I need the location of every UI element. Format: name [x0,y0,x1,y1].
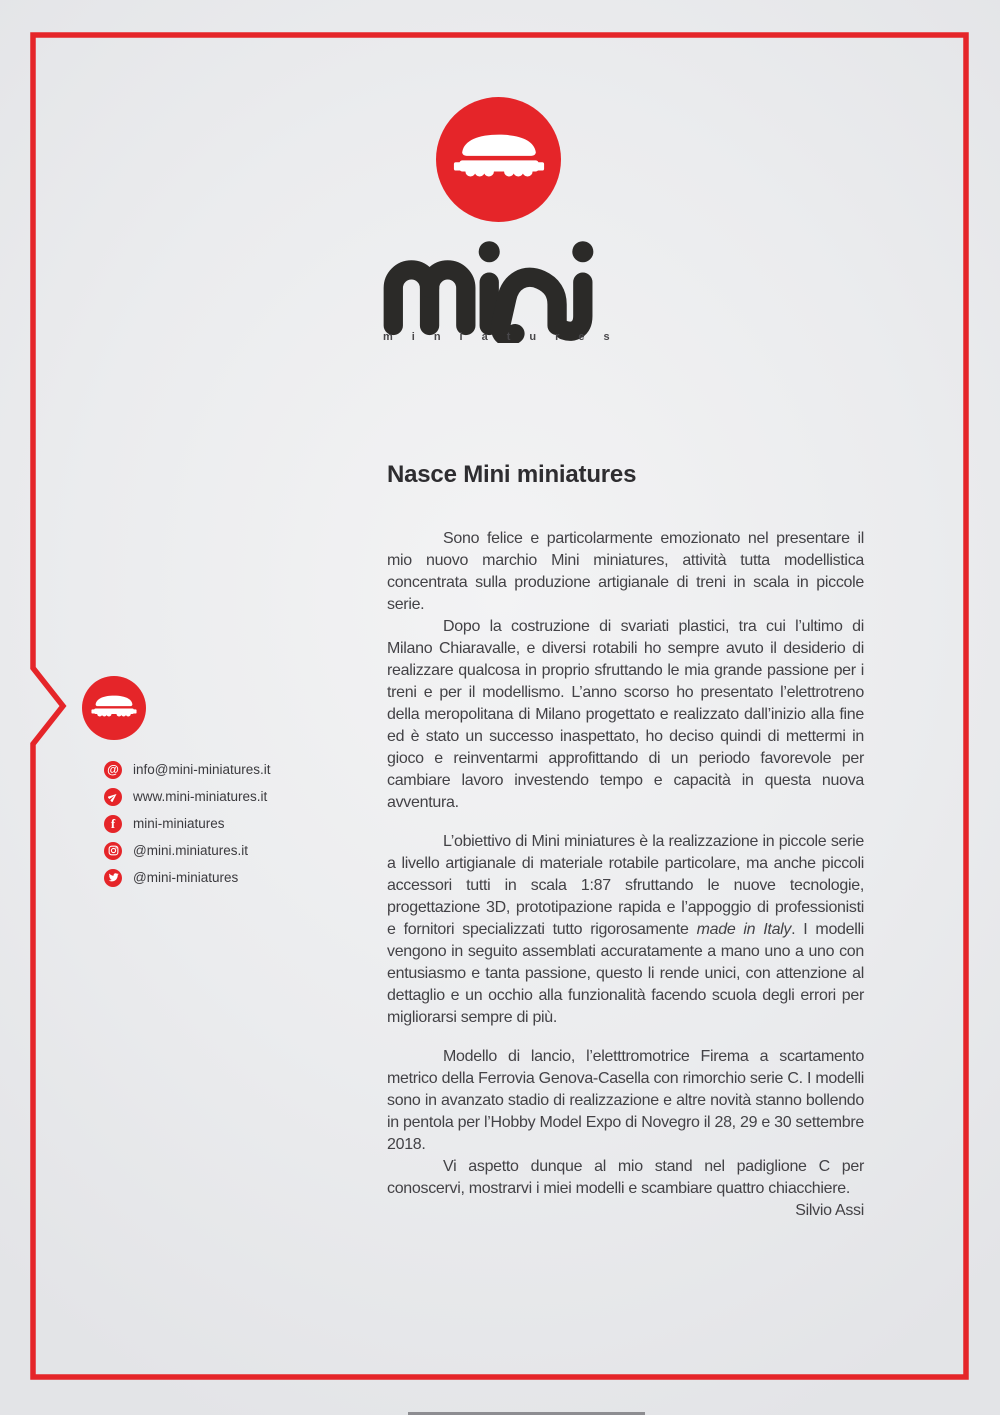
signature: Silvio Assi [795,1202,864,1219]
at-icon: @ [104,761,122,779]
contact-row-website[interactable] [104,783,271,810]
contact-label: mini-miniatures [133,816,225,831]
contact-list [104,756,271,891]
paragraph-5: Vi aspetto dunque al mio stand nel padiglione C per conoscervi, mostrarvi i miei modelli e scambiare quattro chiacchiere. [387,1158,864,1197]
contact-row-twitter[interactable] [104,864,271,891]
paragraph-3 [387,831,864,1029]
instagram-icon [104,842,122,860]
page-title: Nasce Mini miniatures [387,461,637,488]
contact-row-email[interactable] [104,756,271,783]
send-icon [104,788,122,806]
train-wagon-icon [91,693,137,723]
sidebar-brand-badge [82,676,146,740]
facebook-icon: f [104,815,122,833]
paragraph-2: Dopo la costruzione di svariati plastici, tra cui l’ultimo di Milano Chiaravalle, e diversi rotabili ho sempre avuto il desiderio di realizzare qualcosa in proprio sfruttando le mia grande passione per i treni e per il modellismo. L’anno scorso ho presentato l’elettrotreno della meropolitana di Milano progettato e realizzato dall’inizio alla fine ed è stato un successo inaspettato, ho deciso quindi di mettermi in gioco e reinventarmi approfittando di un periodo favorevole per cambiare lavoro investendo tempo e capacità in questa nuova avventura. [387,618,864,811]
contact-label: @mini.miniatures.it [133,843,248,858]
paragraph-4: Modello di lancio, l’eletttromotrice Firema a scartamento metrico della Ferrovia Genova-Casella con rimorchio serie C. I modelli sono in avanzato stadio di realizzazione e altre novità stanno bollendo in pentola per l’Hobby Model Expo di Novegro il 28, 29 e 30 settembre 2018. [387,1048,864,1153]
contact-label: www.mini-miniatures.it [133,789,268,804]
twitter-icon [104,869,122,887]
contact-row-facebook[interactable] [104,810,271,837]
brand-badge [436,97,561,222]
train-wagon-icon [453,130,545,189]
contact-label: @mini-miniatures [133,870,239,885]
contact-row-instagram[interactable] [104,837,271,864]
mini-wordmark [378,226,618,343]
miniatures-subtitle: miniatures [383,331,629,343]
made-in-italy-italic: made in Italy [696,921,792,938]
paragraph-3-text: . I modelli vengono in seguito assemblati accuratamente a mano uno a uno con entusiasmo e tanta passione, questo li rende unici, con attenzione al dettaglio e un occhio alla funzionalità facendo scuola degli errori per migliorarsi sempre di più. [387,921,865,1026]
article [387,528,864,1222]
paragraph-3-text: L’obiettivo di Mini miniatures è la realizzazione in piccole serie a livello artigianale di materiale rotabile particolare, ma anche piccoli accessori tutti in scala 1:87 sfruttando le nuove tecnologie, progettazione 3D, prototipazione rapida e l’appoggio di professionisti e fornitori specializzati tutto rigorosamente [387,833,864,938]
contact-label: info@mini-miniatures.it [133,762,271,777]
paragraph-1: Sono felice e particolarmente emozionato nel presentare il mio nuovo marchio Mini miniatures, attività tutta modellistica concentrata sulla produzione artigianale di treni in scala in piccole serie. [387,530,864,613]
